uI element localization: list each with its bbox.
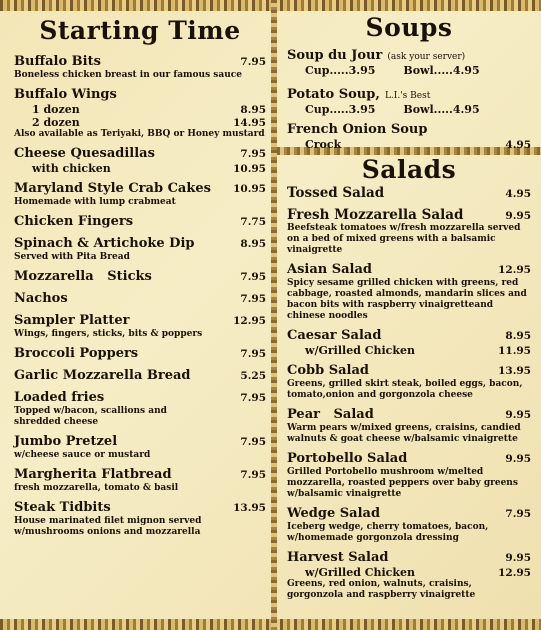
menu-item [14,269,266,285]
menu-item [14,181,266,208]
item-desc: Boneless chicken breast in our famous sauce [14,70,242,80]
item-note: L.I.'s Best [384,91,431,101]
item-desc: Beefsteak tomatoes w/fresh mozzarella served on a bed of mixed greens with a balsamic vinaigrette [287,223,521,255]
item-desc: Greens, red onion, walnuts, craisins, gorgonzola and raspberry vinaigrette [287,579,476,600]
item-price: 7.95 [240,469,266,481]
item-name: Loaded fries [14,390,105,405]
item-price: 8.95 [505,330,531,342]
item-name: Garlic Mozzarella Bread [14,368,191,383]
item-name: Wedge Salad [287,506,381,521]
item-name: Mozzarella Sticks [14,269,152,284]
item-desc: Greens, grilled skirt steak, boiled eggs, bacon, tomato,onion and gorgonzola cheese [287,379,523,400]
crock-label: Crock [305,138,342,151]
item-desc: Homemade with lump crabmeat [14,197,176,207]
item-name: Potato Soup, [287,87,380,102]
item-desc: Warm pears w/mixed greens, craisins, candied walnuts & goat cheese w/balsamic vinaigrette [287,423,521,444]
menu-item [14,390,266,428]
item-price: 10.95 [233,183,266,195]
item-price: 7.95 [240,293,266,305]
item-price: 7.95 [240,436,266,448]
item-price: 8.95 [240,104,266,116]
item-name: Steak Tidbits [14,500,111,515]
item-price: 4.95 [505,188,531,200]
item-price: 13.95 [233,502,266,514]
soups-title: Soups [365,13,453,42]
menu-item [287,122,531,151]
menu-item [287,44,531,77]
item-price: 9.95 [505,409,531,421]
menu-item [14,146,266,175]
item-desc: Also available as Teriyaki, BBQ or Honey mustard [14,129,265,139]
menu-item [14,214,266,230]
bowl-price: Bowl.....4.95 [403,64,480,77]
menu-item [14,434,266,461]
menu-item [14,500,266,538]
menu-item [287,506,531,544]
item-price: 7.95 [240,148,266,160]
item-name: Caesar Salad [287,328,382,343]
item-price: 13.95 [498,365,531,377]
item-desc: Iceberg wedge, cherry tomatoes, bacon, w/homemade gorgonzola dressing [287,522,489,543]
item-desc: w/cheese sauce or mustard [14,450,151,460]
menu-item [287,451,531,500]
item-name: Cheese Quesadillas [14,146,155,161]
cup-price: Cup.....3.95 [305,103,376,116]
item-note: (ask your server) [387,52,466,62]
item-name: Fresh Mozzarella Salad [287,207,464,223]
cup-price: Cup.....3.95 [305,64,376,77]
menu-item [287,207,531,256]
salads-title: Salads [361,155,457,184]
item-name: Harvest Salad [287,550,389,565]
menu-item [14,87,266,140]
menu-item [287,407,531,445]
item-price: 12.95 [498,567,531,579]
menu-item [14,291,266,307]
item-price: 11.95 [498,345,531,357]
item-name: Chicken Fingers [14,214,134,229]
item-desc: Wings, fingers, sticks, bits & poppers [14,329,203,339]
bowl-price: Bowl.....4.95 [403,103,480,116]
item-name: French Onion Soup [287,122,428,137]
item-price: 7.95 [240,56,266,68]
item-desc: Topped w/bacon, scallions and shredded cheese [14,406,167,427]
menu-item [14,313,266,340]
item-price: 5.25 [240,370,266,382]
menu-item [287,83,531,116]
item-name: Asian Salad [287,262,373,277]
item-price: 7.95 [240,392,266,404]
item-name: Buffalo Bits [14,54,101,69]
item-name: Margherita Flatbread [14,467,172,482]
item-name: Maryland Style Crab Cakes [14,181,211,196]
item-name: Nachos [14,291,68,306]
item-price: 12.95 [498,264,531,276]
item-name: Tossed Salad [287,185,385,201]
menu-item [14,368,266,384]
starting-time-title: Starting Time [39,16,241,45]
item-price: 12.95 [233,315,266,327]
item-name: Buffalo Wings [14,87,117,102]
item-desc: House marinated filet mignon served w/mushrooms onions and mozzarella [14,516,202,537]
item-sub-label: 2 dozen [32,116,80,129]
salads-section [287,156,531,601]
item-price: 4.95 [505,139,531,151]
item-price: 7.95 [505,508,531,520]
item-name: Spinach & Artichoke Dip [14,236,195,251]
menu-item [287,328,531,357]
item-price: 9.95 [505,552,531,564]
item-price: 14.95 [233,117,266,129]
menu-item [287,550,531,601]
item-sub-label: w/Grilled Chicken [305,344,415,357]
menu-item [14,467,266,494]
item-sub-label: 1 dozen [32,103,80,116]
item-desc: fresh mozzarella, tomato & basil [14,483,179,493]
menu-item [287,262,531,322]
menu-item [287,185,531,201]
item-desc: Served with Pita Bread [14,252,130,262]
item-price: 7.75 [240,216,266,228]
item-price: 8.95 [240,238,266,250]
item-name: Broccoli Poppers [14,346,139,361]
item-price: 10.95 [233,163,266,175]
item-name: Sampler Platter [14,313,130,328]
item-name: Cobb Salad [287,363,369,378]
item-desc: Grilled Portobello mushroom w/melted mozzarella, roasted peppers over baby greens w/balsamic vinaigrette [287,467,518,499]
item-sub-label: with chicken [32,162,111,175]
item-name: Portobello Salad [287,451,408,466]
item-price: 9.95 [505,210,531,222]
menu-item [14,54,266,81]
item-price: 7.95 [240,348,266,360]
item-name: Pear Salad [287,407,374,422]
menu-item [14,236,266,263]
menu-item [14,346,266,362]
starting-time-section [14,14,266,538]
item-sub-label: w/Grilled Chicken [305,566,415,579]
item-price: 9.95 [505,453,531,465]
menu-item [287,363,531,401]
item-name: Soup du Jour [287,48,383,63]
soups-section [287,14,531,151]
item-name: Jumbo Pretzel [14,434,118,449]
column-divider [271,0,277,630]
item-price: 7.95 [240,271,266,283]
item-desc: Spicy sesame grilled chicken with greens, red cabbage, roasted almonds, mandarin slices and bacon bits with raspberry vinaigretteand chinese noodles [287,278,527,321]
